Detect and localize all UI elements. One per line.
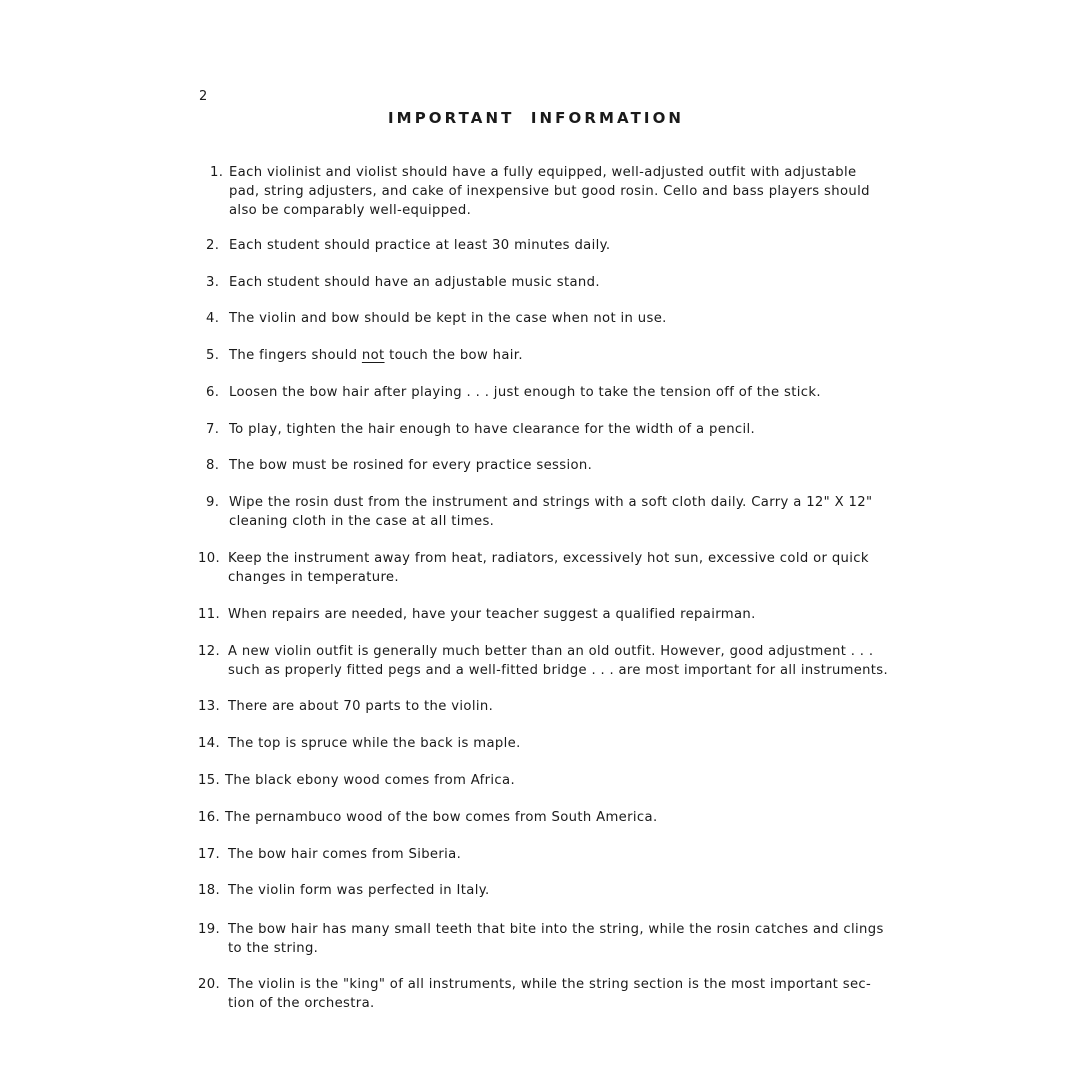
list-item <box>198 845 461 864</box>
item-text: The fingers should not touch the bow hair. <box>229 348 523 363</box>
list-item <box>206 456 592 475</box>
item-text: The black ebony wood comes from Africa. <box>225 773 515 788</box>
item-number: 19. <box>198 922 221 937</box>
item-text: tion of the orchestra. <box>228 996 375 1011</box>
item-text: changes in temperature. <box>228 570 399 585</box>
item-text: Each student should have an adjustable music stand. <box>229 275 600 290</box>
item-text: to the string. <box>228 941 319 956</box>
item-number: 8. <box>206 458 220 473</box>
list-item <box>198 734 521 753</box>
item-number: 13. <box>198 699 221 714</box>
list-item <box>198 808 658 827</box>
item-text: The pernambuco wood of the bow comes from South America. <box>225 810 658 825</box>
page-title: IMPORTANT INFORMATION <box>388 109 685 127</box>
item-text: The bow must be rosined for every practice session. <box>229 458 593 473</box>
page-number: 2 <box>199 89 208 104</box>
item-number: 18. <box>198 883 221 898</box>
item-number: 11. <box>198 607 221 622</box>
item-text: When repairs are needed, have your teacher suggest a qualified repairman. <box>228 607 756 622</box>
list-item <box>206 273 600 292</box>
item-text: Wipe the rosin dust from the instrument and strings with a soft cloth daily. Carry a 12" X 12" <box>229 495 873 510</box>
item-text: cleaning cloth in the case at all times. <box>229 514 495 529</box>
item-number: 14. <box>198 736 221 751</box>
underlined-word: not <box>361 348 385 363</box>
item-number: 6. <box>206 385 220 400</box>
item-number: 15. <box>198 773 221 788</box>
list-item <box>206 236 610 255</box>
item-text: The violin and bow should be kept in the case when not in use. <box>229 311 667 326</box>
item-text: Loosen the bow hair after playing . . . just enough to take the tension off of the stick. <box>229 385 821 400</box>
item-number: 4. <box>206 311 220 326</box>
item-text: Each violinist and violist should have a fully equipped, well-adjusted outfit with adjustable <box>229 165 857 180</box>
item-text: pad, string adjusters, and cake of inexpensive but good rosin. Cello and bass players should <box>229 184 870 199</box>
item-text: The bow hair has many small teeth that bite into the string, while the rosin catches and clings <box>228 922 884 937</box>
item-text: To play, tighten the hair enough to have clearance for the width of a pencil. <box>229 422 756 437</box>
item-text: The top is spruce while the back is maple. <box>228 736 521 751</box>
item-number: 3. <box>206 275 220 290</box>
list-item <box>198 920 884 958</box>
list-item <box>206 309 667 328</box>
item-number: 5. <box>206 348 220 363</box>
list-item <box>206 383 821 402</box>
item-number: 16. <box>198 810 221 825</box>
item-number: 2. <box>206 238 220 253</box>
list-item <box>198 771 515 790</box>
item-number: 9. <box>206 495 220 510</box>
list-item <box>198 642 892 680</box>
item-text: There are about 70 parts to the violin. <box>228 699 494 714</box>
list-item <box>206 420 755 439</box>
item-number: 1. <box>210 165 224 180</box>
item-number: 7. <box>206 422 220 437</box>
item-text: The bow hair comes from Siberia. <box>228 847 462 862</box>
item-number: 10. <box>198 551 221 566</box>
item-text: such as properly fitted pegs and a well-fitted bridge . . . are most important for all instruments. <box>228 663 888 678</box>
list-item <box>198 697 493 716</box>
list-item <box>206 493 872 531</box>
list-item <box>198 975 871 1013</box>
item-text: The violin is the "king" of all instruments, while the string section is the most important sec- <box>228 977 872 992</box>
item-text: Each student should practice at least 30 minutes daily. <box>229 238 611 253</box>
list-item <box>198 881 490 900</box>
item-text: A new violin outfit is generally much better than an old outfit. However, good adjustment . . . <box>228 644 874 659</box>
item-text: also be comparably well-equipped. <box>229 203 472 218</box>
list-item <box>198 605 756 624</box>
list-item <box>210 163 870 220</box>
item-number: 17. <box>198 847 221 862</box>
item-number: 12. <box>198 644 221 659</box>
item-text: The violin form was perfected in Italy. <box>228 883 490 898</box>
item-number: 20. <box>198 977 221 992</box>
item-text: Keep the instrument away from heat, radiators, excessively hot sun, excessive cold or quick <box>228 551 869 566</box>
list-item <box>206 346 523 365</box>
list-item <box>198 549 869 587</box>
